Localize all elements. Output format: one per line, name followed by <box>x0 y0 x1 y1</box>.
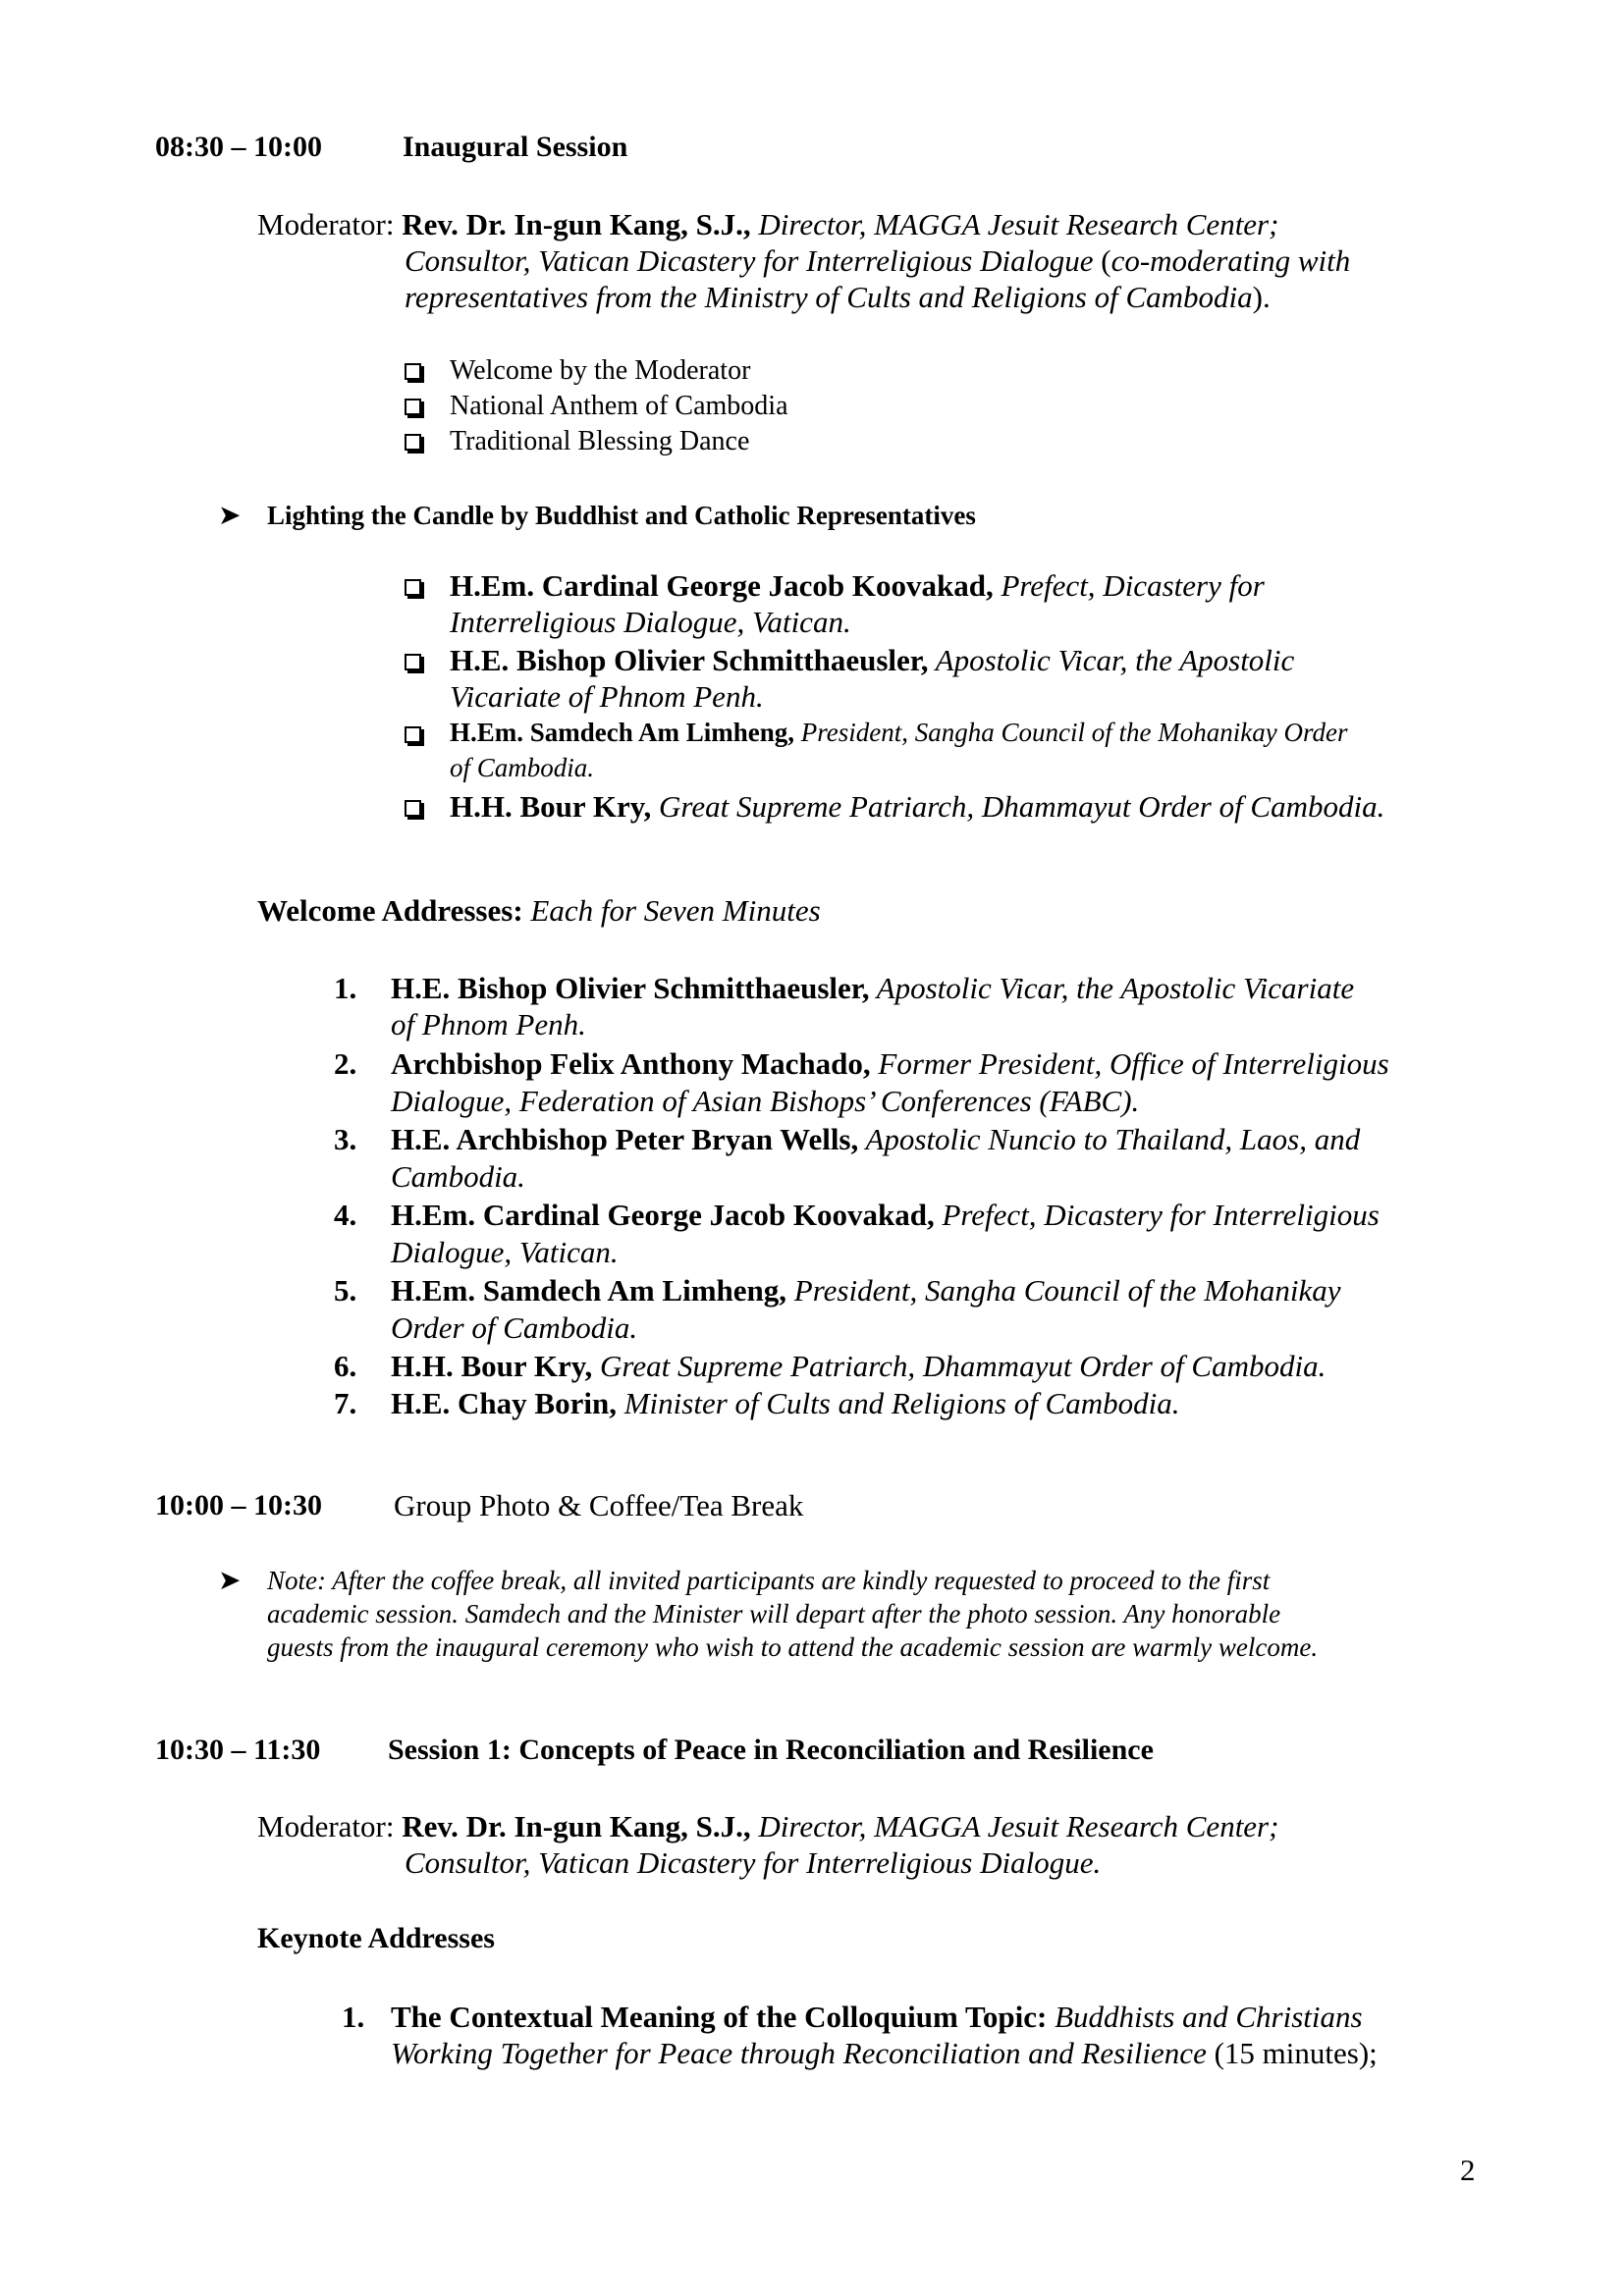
candle-item-role: Apostolic Vicar, the Apostolic <box>928 643 1295 677</box>
break-note-line: Note: After the coffee break, all invited participants are kindly requested to proceed to the first <box>267 1566 1271 1595</box>
candle-item-name: H.E. Bishop Olivier Schmitthaeusler, <box>450 643 929 677</box>
keynote-topic: Buddhists and Christians <box>1047 2000 1363 2034</box>
moderator-role: Director, MAGGA Jesuit Research Center; <box>758 207 1279 241</box>
keynote-title: The Contextual Meaning of the Colloquium Topic: <box>391 2000 1048 2034</box>
welcome-item <box>391 1349 1326 1384</box>
candle-item-role-cont: Vicariate of Phnom Penh. <box>450 679 764 714</box>
candle-item-name: H.Em. Cardinal George Jacob Koovakad, <box>450 568 994 603</box>
welcome-item <box>391 1273 1341 1308</box>
welcome-item-role-cont: of Phnom Penh. <box>391 1007 586 1041</box>
keynote-item <box>391 2000 1363 2035</box>
inaugural-moderator-line-3 <box>405 280 1271 315</box>
candle-item-role-cont: Interreligious Dialogue, Vatican. <box>450 605 851 639</box>
candle-item-role: Great Supreme Patriarch, Dhammayut Order of Cambodia. <box>651 789 1385 824</box>
welcome-item <box>391 971 1354 1006</box>
welcome-item-role: President, Sangha Council of the Mohanikay <box>786 1273 1341 1308</box>
welcome-item-role: Former President, Office of Interreligious <box>870 1046 1389 1081</box>
welcome-item-name: H.E. Archbishop Peter Bryan Wells, <box>391 1122 859 1156</box>
page-number: 2 <box>1460 2153 1476 2187</box>
candle-item <box>450 718 1347 748</box>
checkbox-icon <box>405 800 421 822</box>
welcome-item <box>391 1046 1389 1082</box>
moderator-name: Rev. Dr. In-gun Kang, S.J., <box>402 207 751 241</box>
welcome-item-role-cont: Dialogue, Federation of Asian Bishops’ Conferences (FABC). <box>391 1084 1140 1118</box>
arrow-bullet-icon: ➤ <box>218 501 242 531</box>
inaugural-title: Inaugural Session <box>403 131 628 163</box>
keynote-item-number: 1. <box>342 2000 365 2034</box>
welcome-heading: Welcome Addresses: <box>257 893 523 928</box>
break-title: Group Photo & Coffee/Tea Break <box>394 1488 804 1522</box>
session1-title: Session 1: Concepts of Peace in Reconciliation and Resilience <box>388 1734 1154 1766</box>
inaugural-moderator-line-2 <box>405 243 1350 279</box>
keynote-item-cont <box>391 2036 1378 2071</box>
arrow-bullet-icon: ➤ <box>218 1566 242 1596</box>
welcome-heading-line <box>257 893 821 929</box>
candle-item <box>450 789 1384 825</box>
welcome-item-role: Apostolic Nuncio to Thailand, Laos, and <box>858 1122 1361 1156</box>
checkbox-icon <box>405 363 421 385</box>
checkbox-icon <box>405 579 421 601</box>
welcome-item <box>391 1122 1360 1157</box>
break-note-line: guests from the inaugural ceremony who wish to attend the academic session are warmly welcome. <box>267 1632 1319 1662</box>
checklist-item: National Anthem of Cambodia <box>450 391 788 421</box>
welcome-item <box>391 1386 1179 1421</box>
break-note-line: academic session. Samdech and the Minister will depart after the photo session. Any honorable <box>267 1599 1281 1629</box>
moderator-label: Moderator: <box>257 1809 395 1843</box>
candle-item <box>450 568 1265 604</box>
moderator-name: Rev. Dr. In-gun Kang, S.J., <box>402 1809 751 1843</box>
welcome-item-name: H.E. Chay Borin, <box>391 1386 617 1420</box>
welcome-item-name: H.E. Bishop Olivier Schmitthaeusler, <box>391 971 870 1005</box>
welcome-item-name: H.Em. Cardinal George Jacob Koovakad, <box>391 1198 935 1232</box>
welcome-subheading: Each for Seven Minutes <box>522 893 821 928</box>
checklist-item: Welcome by the Moderator <box>450 355 751 386</box>
welcome-item-name: Archbishop Felix Anthony Machado, <box>391 1046 871 1081</box>
co-moderating-note: co-moderating with <box>1110 243 1351 278</box>
welcome-item-role-cont: Order of Cambodia. <box>391 1310 638 1345</box>
welcome-item <box>391 1198 1380 1233</box>
welcome-item-role: Apostolic Vicar, the Apostolic Vicariate <box>869 971 1355 1005</box>
candle-item-name: H.H. Bour Kry, <box>450 789 652 824</box>
checklist-item: Traditional Blessing Dance <box>450 426 750 456</box>
welcome-item-name: H.H. Bour Kry, <box>391 1349 593 1383</box>
checkbox-icon <box>405 434 421 455</box>
candle-item-role: Prefect, Dicastery for <box>993 568 1265 603</box>
paren-open: ( <box>1093 243 1111 278</box>
candle-item-role: President, Sangha Council of the Mohanikay Order <box>794 718 1348 747</box>
moderator-label: Moderator: <box>257 207 395 241</box>
welcome-item-number: 3. <box>334 1122 357 1156</box>
candle-heading: Lighting the Candle by Buddhist and Catholic Representatives <box>267 501 976 530</box>
candle-item-role-cont: of Cambodia. <box>450 753 595 782</box>
checkbox-icon <box>405 726 421 748</box>
keynote-topic: Working Together for Peace through Reconciliation and Resilience <box>391 2036 1207 2070</box>
welcome-item-role: Great Supreme Patriarch, Dhammayut Order of Cambodia. <box>592 1349 1326 1383</box>
welcome-item-number: 5. <box>334 1273 357 1308</box>
moderator-role: Consultor, Vatican Dicastery for Interreligious Dialogue <box>405 243 1094 278</box>
welcome-item-role: Prefect, Dicastery for Interreligious <box>934 1198 1380 1232</box>
welcome-item-role: Minister of Cults and Religions of Cambodia. <box>616 1386 1180 1420</box>
welcome-item-name: H.Em. Samdech Am Limheng, <box>391 1273 787 1308</box>
session1-moderator-line-2: Consultor, Vatican Dicastery for Interreligious Dialogue. <box>405 1845 1102 1880</box>
keynote-heading: Keynote Addresses <box>257 1922 495 1954</box>
break-time: 10:00 – 10:30 <box>155 1489 322 1522</box>
session1-time: 10:30 – 11:30 <box>155 1734 321 1766</box>
welcome-item-number: 2. <box>334 1046 357 1081</box>
candle-item-name: H.Em. Samdech Am Limheng, <box>450 718 795 747</box>
welcome-item-role-cont: Dialogue, Vatican. <box>391 1235 619 1269</box>
keynote-duration: (15 minutes); <box>1206 2036 1378 2070</box>
checkbox-icon <box>405 399 421 420</box>
welcome-item-number: 6. <box>334 1349 357 1383</box>
paren-close: ). <box>1252 280 1271 314</box>
session1-moderator-line-1 <box>257 1809 1278 1844</box>
candle-item <box>450 643 1294 678</box>
inaugural-moderator-line-1 <box>257 207 1278 242</box>
co-moderating-note: representatives from the Ministry of Cults and Religions of Cambodia <box>405 280 1253 314</box>
moderator-role: Director, MAGGA Jesuit Research Center; <box>758 1809 1279 1843</box>
welcome-item-role-cont: Cambodia. <box>391 1159 525 1194</box>
welcome-item-number: 1. <box>334 971 357 1005</box>
inaugural-time: 08:30 – 10:00 <box>155 131 322 163</box>
welcome-item-number: 7. <box>334 1386 357 1420</box>
welcome-item-number: 4. <box>334 1198 357 1232</box>
checkbox-icon <box>405 654 421 675</box>
